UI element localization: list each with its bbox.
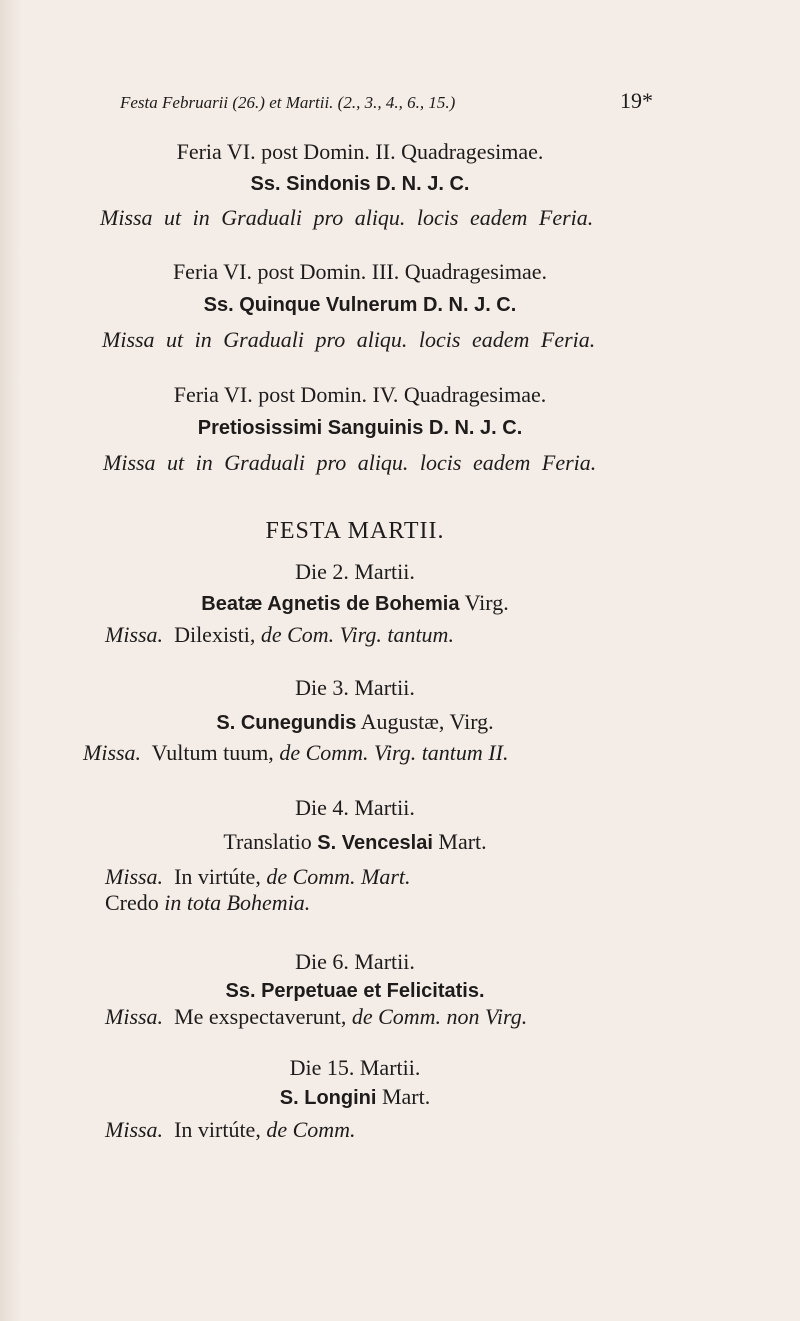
page-number: 19* (620, 88, 653, 113)
section-title: FESTA MARTII. (265, 518, 445, 544)
missa-line: Missa ut in Graduali pro aliqu. locis eadem Feria. (102, 327, 596, 352)
credo-note: in tota Bohemia. (164, 890, 311, 915)
day-date: Die 3. Martii. (295, 675, 415, 700)
missa-common: de Com. Virg. tantum. (260, 622, 454, 647)
missa-common: de Comm. Mart. (266, 864, 411, 889)
feast-rank: Virg. (464, 590, 509, 615)
missa-common: de Comm. (266, 1117, 356, 1142)
feast-name: S. Longini (279, 1087, 377, 1109)
day-date: Die 4. Martii. (295, 795, 415, 820)
missa-label: Missa. (83, 740, 142, 765)
missa-line (105, 863, 411, 891)
missa-common: de Comm. Virg. tantum II. (279, 740, 509, 765)
feast-title: Ss. Sindonis D. N. J. C. (250, 173, 470, 195)
feast-rank: Augustæ, Virg. (360, 709, 494, 734)
missa-line (105, 1116, 356, 1144)
missa-line (105, 1003, 527, 1031)
missa-line: Missa ut in Graduali pro aliqu. locis eadem Feria. (103, 450, 597, 475)
credo-label: Credo (105, 890, 159, 915)
missa-common: de Comm. non Virg. (351, 1004, 528, 1029)
feria-heading: Feria VI. post Domin. IV. Quadragesimae. (173, 382, 547, 407)
missa-incipit: Vultum tuum, (151, 740, 274, 765)
feast-rank: Mart. (381, 1084, 431, 1109)
feast-line (75, 828, 635, 857)
feast-title: Pretiosissimi Sanguinis D. N. J. C. (197, 417, 523, 439)
missa-label: Missa. (105, 864, 164, 889)
page-edge-shadow (0, 0, 22, 1321)
day-date: Die 15. Martii. (289, 1055, 421, 1080)
missa-line: Missa ut in Graduali pro aliqu. locis eadem Feria. (100, 205, 594, 230)
missa-label: Missa. (105, 622, 164, 647)
feast-prefix: Translatio (223, 829, 312, 854)
running-title: Festa Februarii (26.) et Martii. (2., 3., 4., 6., 15.) (120, 93, 456, 112)
missa-incipit: Dilexisti, (174, 622, 256, 647)
feast-name: Beatæ Agnetis de Bohemia (201, 593, 460, 615)
credo-line (105, 889, 310, 917)
missa-label: Missa. (105, 1117, 164, 1142)
missa-incipit: Me exspectaverunt, (174, 1004, 347, 1029)
feast-name: S. Venceslai (317, 832, 433, 854)
feast-line (75, 1083, 635, 1112)
feria-heading: Feria VI. post Domin. III. Quadragesimae. (172, 259, 548, 284)
feast-line (75, 589, 635, 618)
feast-line (75, 976, 635, 1005)
missa-line (105, 621, 454, 649)
feast-title: Ss. Quinque Vulnerum D. N. J. C. (203, 294, 517, 316)
day-date: Die 6. Martii. (295, 949, 415, 974)
day-date: Die 2. Martii. (295, 559, 415, 584)
missa-line (83, 739, 508, 767)
missa-incipit: In virtúte, (174, 864, 261, 889)
feast-rank: Mart. (438, 829, 487, 854)
missa-label: Missa. (105, 1004, 164, 1029)
feast-name: Ss. Perpetuae et Felicitatis. (225, 980, 485, 1002)
missa-incipit: In virtúte, (174, 1117, 261, 1142)
feast-name: S. Cunegundis (216, 712, 357, 734)
feria-heading: Feria VI. post Domin. II. Quadragesimae. (176, 139, 544, 164)
feast-line (75, 708, 635, 737)
